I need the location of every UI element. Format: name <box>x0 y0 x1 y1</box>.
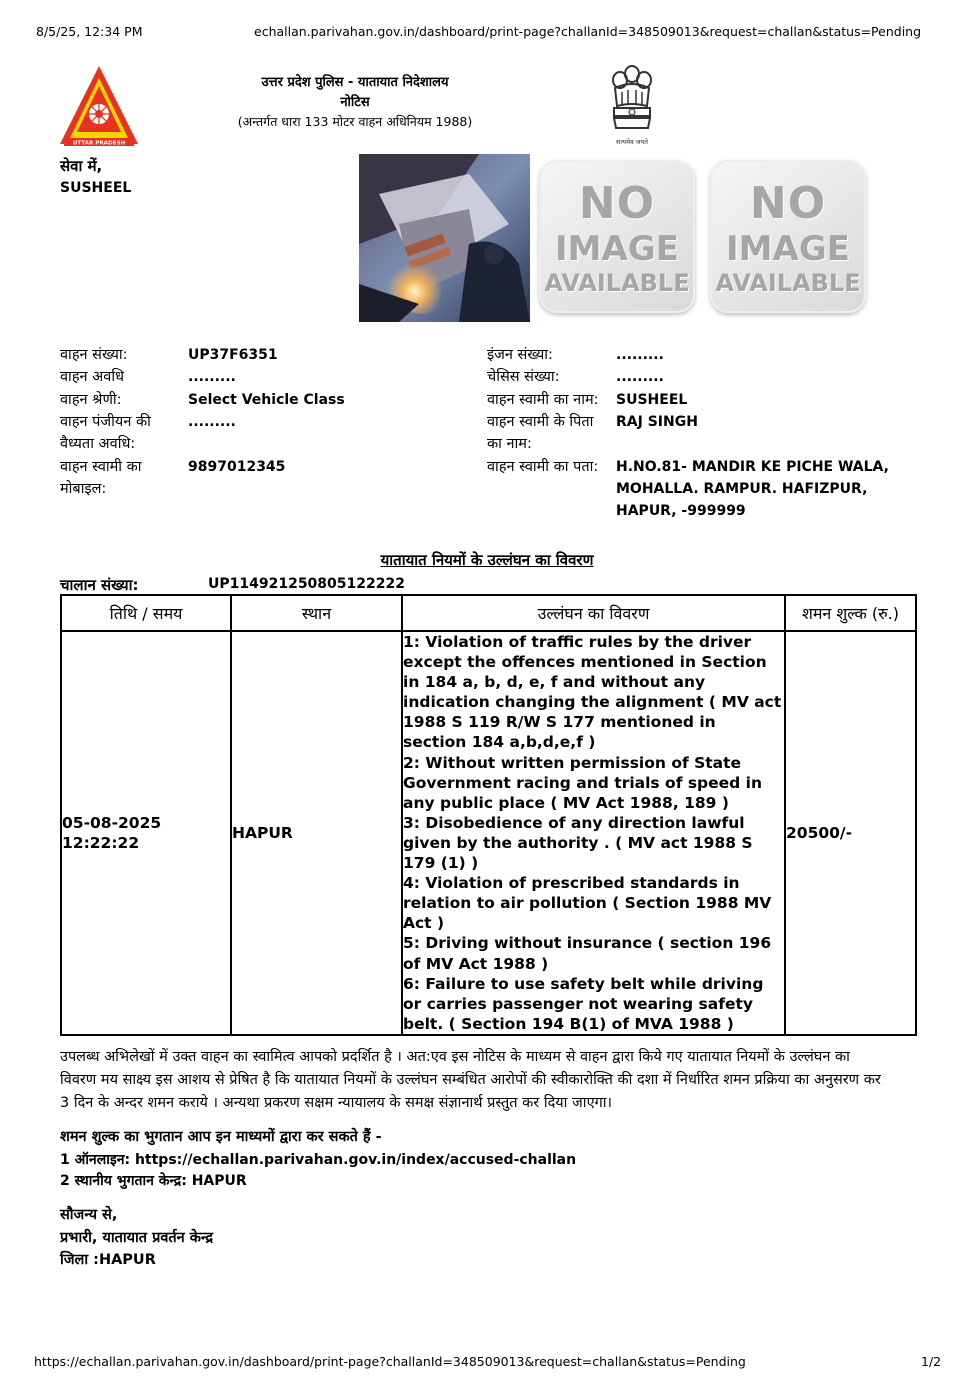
notice-paragraph: उपलब्ध अभिलेखों में उक्त वाहन का स्वामित्व आपको प्रदर्शित है । अत:एव इस नोटिस के माध्यम से वाहन द्वारा किये गए यातायात नियमों के उल्लंघन का विवरण मय साक्ष्य इस आशय से प्रेषित है कि यातायात नियमों के उल्लंघन सम्बंधित आरोपों की स्वीकारोक्ति की दशा में निर्धारित शमन प्रक्रिया का अनुसरण कर 3 दिन के अन्दर शमन कराये । अन्यथा प्रकरण सक्षम न्यायालय के समक्ष संज्ञानार्थ प्रस्तुत कर दिया जाएगा। <box>60 1049 881 1111</box>
owner-mobile-label-line1: वाहन स्वामी का <box>60 459 142 475</box>
column-header-violation: उल्लंघन का विवरण <box>402 595 785 631</box>
violation-date: 05-08-2025 <box>62 813 162 832</box>
cell-fine: 20500/- <box>785 631 916 1035</box>
challan-number-label: चालान संख्या: <box>60 576 139 594</box>
no-image-text-line2: IMAGE <box>726 229 850 269</box>
owner-father-value: RAJ SINGH <box>616 414 698 430</box>
signature-line1: सौजन्य से, <box>60 1207 118 1223</box>
chassis-number-label: चेसिस संख्या: <box>487 369 560 385</box>
vehicle-period-value: ......... <box>188 369 236 385</box>
no-image-text-line3: AVAILABLE <box>544 269 690 297</box>
registration-validity-label-line2: वैध्यता अवधि: <box>60 436 136 452</box>
no-image-placeholder <box>539 160 695 313</box>
evidence-photo <box>359 154 530 322</box>
print-page-number: 1/2 <box>921 1354 942 1369</box>
cell-datetime <box>61 631 231 1035</box>
violation-table <box>60 594 917 1036</box>
table-row <box>61 631 916 1035</box>
owner-mobile-value: 9897012345 <box>188 459 286 475</box>
no-image-text-line1: NO <box>749 178 827 229</box>
payment-local-center: 2 स्थानीय भुगतान केन्द्र: HAPUR <box>60 1173 247 1189</box>
vehicle-number-value: UP37F6351 <box>188 347 278 363</box>
owner-address-line2: MOHALLA. RAMPUR. HAFIZPUR, <box>616 481 868 497</box>
owner-address-line3: HAPUR, -999999 <box>616 503 746 519</box>
notice-header <box>200 72 510 130</box>
violation-time: 12:22:22 <box>62 833 140 852</box>
table-header-row <box>61 595 916 631</box>
vehicle-class-label: वाहन श्रेणी: <box>60 392 122 408</box>
engine-number-value: ......... <box>616 347 664 363</box>
owner-mobile-label-line2: मोबाइल: <box>60 481 107 497</box>
header-line2: नोटिस <box>340 95 370 110</box>
print-footer-url: https://echallan.parivahan.gov.in/dashboard/print-page?challanId=348509013&request=challan&status=Pending <box>34 1354 746 1369</box>
registration-validity-value: ......... <box>188 414 236 430</box>
no-image-text-line3: AVAILABLE <box>715 269 861 297</box>
owner-father-label-line2: का नाम: <box>487 436 532 452</box>
violation-item: 4: Violation of prescribed standards in relation to air pollution ( Section 1988 MV Act ) <box>403 874 772 933</box>
emblem-motto: सत्यमेव जयते <box>616 138 648 146</box>
column-header-datetime: तिथि / समय <box>61 595 231 631</box>
challan-number-value: UP114921250805122222 <box>208 576 405 592</box>
violation-item: 3: Disobedience of any direction lawful given by the authority . ( MV act 1988 S 179 (1) ) <box>403 813 753 873</box>
vehicle-class-value: Select Vehicle Class <box>188 392 345 408</box>
payment-online: 1 ऑनलाइन: https://echallan.parivahan.gov.in/index/accused-challan <box>60 1152 577 1168</box>
owner-father-label-line1: वाहन स्वामी के पिता <box>487 414 594 430</box>
column-header-place: स्थान <box>231 595 402 631</box>
no-image-text-line2: IMAGE <box>555 229 679 269</box>
no-image-text-line1: NO <box>578 178 656 229</box>
violation-section-title <box>0 550 974 570</box>
engine-number-label: इंजन संख्या: <box>487 347 553 363</box>
violation-section-title-text: यातायात नियमों के उल्लंघन का विवरण <box>380 551 594 569</box>
no-image-placeholder <box>710 160 866 313</box>
traffic-directorate-logo <box>58 64 140 148</box>
print-url: echallan.parivahan.gov.in/dashboard/print-page?challanId=348509013&request=challan&status=Pending <box>254 24 922 39</box>
registration-validity-label-line1: वाहन पंजीयन की <box>60 414 151 430</box>
violation-item: 6: Failure to use safety belt while driving or carries passenger not wearing safety belt. ( Section 194 B(1) of MVA 1988 ) <box>403 974 764 1033</box>
violation-item: 2: Without written permission of State Government racing and trials of speed in any public place ( MV Act 1988, 189 ) <box>403 753 763 812</box>
cell-place: HAPUR <box>231 631 402 1035</box>
payment-heading: शमन शुल्क का भुगतान आप इन माध्यमों द्वारा कर सकते हैं - <box>60 1129 382 1145</box>
owner-address-label: वाहन स्वामी का पता: <box>487 459 599 475</box>
print-datetime: 8/5/25, 12:34 PM <box>36 24 143 39</box>
vehicle-period-label: वाहन अवधि <box>60 369 124 385</box>
owner-address-line1: H.NO.81- MANDIR KE PICHE WALA, <box>616 459 889 475</box>
national-emblem-icon <box>606 62 658 148</box>
recipient-label: सेवा में, <box>60 157 103 175</box>
violation-item: 5: Driving without insurance ( section 196 of MV Act 1988 ) <box>403 934 772 973</box>
header-line3: (अन्तर्गत धारा 133 मोटर वाहन अधिनियम 1988) <box>237 114 473 129</box>
violation-item: 1: Violation of traffic rules by the driver except the offences mentioned in Section in 184 a, b, d, e, f and without any indication changing the alignment ( MV act 1988 S 119 R/W S 177 mentioned in section 184 a,b,d,e,f ) <box>403 633 782 752</box>
chassis-number-value: ......... <box>616 369 664 385</box>
signature-line2: प्रभारी, यातायात प्रवर्तन केन्द्र <box>60 1230 214 1246</box>
logo-bottom-text: UTTAR PRADESH <box>72 140 126 147</box>
header-line1: उत्तर प्रदेश पुलिस - यातायात निदेशालय <box>261 75 449 90</box>
column-header-fine: शमन शुल्क (रु.) <box>785 595 916 631</box>
signature-line3: जिला :HAPUR <box>60 1252 156 1268</box>
cell-violations <box>402 631 785 1035</box>
vehicle-number-label: वाहन संख्या: <box>60 347 128 363</box>
owner-name-value: SUSHEEL <box>616 392 688 408</box>
recipient-name: SUSHEEL <box>60 180 132 196</box>
owner-name-label: वाहन स्वामी का नाम: <box>487 392 599 408</box>
